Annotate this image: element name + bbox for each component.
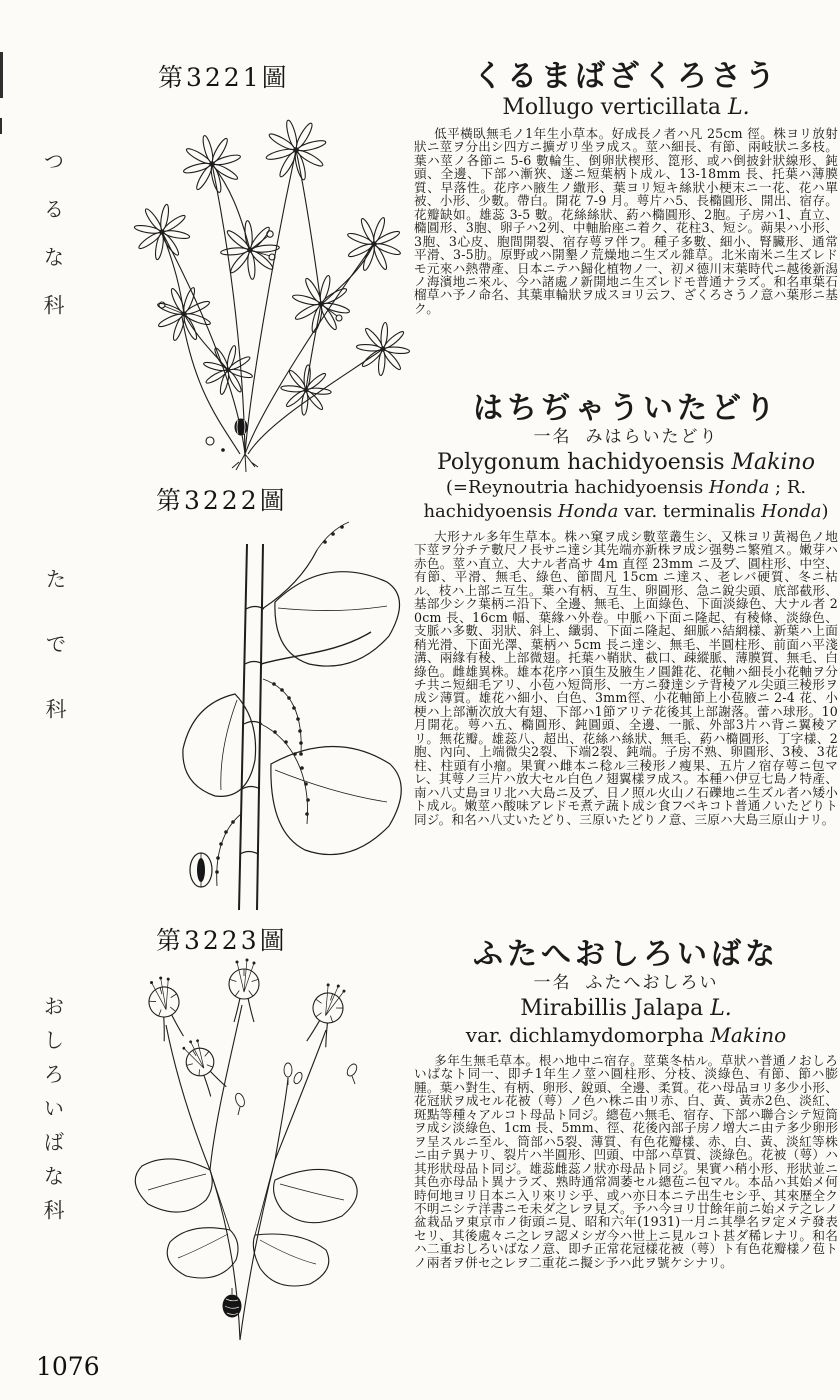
figure-illustration-mollugo bbox=[90, 92, 410, 477]
variety-text: var. dichlamydomorpha bbox=[465, 1023, 711, 1047]
scan-artifact bbox=[0, 52, 3, 98]
entry-latin-name bbox=[414, 449, 838, 476]
entry-title: くるまばざくろさう bbox=[473, 59, 779, 94]
entry-synonym-line1 bbox=[414, 476, 838, 500]
family-label-tade: たで科 bbox=[43, 568, 67, 763]
entry-synonym-line2 bbox=[414, 500, 838, 524]
synonym-author: Honda bbox=[557, 501, 619, 522]
entry-mirabilis bbox=[414, 938, 838, 1282]
latin-author: Makino bbox=[731, 450, 815, 475]
scan-artifact bbox=[0, 118, 2, 134]
entry-alias bbox=[414, 426, 838, 449]
latin-binomial: Mirabillis Jalapa bbox=[520, 996, 711, 1021]
alias-label: 一名 bbox=[533, 427, 572, 447]
synonym-text: ) bbox=[821, 501, 829, 522]
alias-label: 一名 bbox=[533, 973, 572, 993]
entry-latin-name bbox=[414, 94, 838, 121]
figure-illustration-polygonum bbox=[175, 514, 415, 910]
entry-alias bbox=[414, 972, 838, 995]
synonym-author: Honda bbox=[761, 501, 822, 522]
synonym-text: (=Reynoutria hachidyoensis bbox=[445, 477, 709, 498]
entry-description: 低平橫臥無毛ノ1年生小草本。好成長ノ者ハ凡 25cm 徑。株ヨリ放射狀ニ莖ヲ分出シ四方ニ擴ガリ坐ヲ成ス。莖ハ細長、有節、兩岐狀ニ多枝。葉ハ莖ノ各節ニ 5-6 數輪生、倒卵狀楔形、箆形、或ハ倒披針狀線形、鈍頭、全邊、下部ハ漸狹、遂ニ短葉柄ト成ル、13-18mm 長、托葉ハ薄膜質、早落性。花序ハ腋生ノ繖形、葉ヨリ短キ絲狀小梗末ニ一花、花ハ單被、小形、少數。帶白。開花 7-9 月。萼片ハ5、長橢圓形、開出、宿存。花瓣缺如。雄蕊 3-5 數。花絲絲狀、葯ハ橢圓形、2胞。子房ハ1、直立、橢圓形、3胞、卵子ハ2列、中軸胎座ニ着ク、花柱3、短シ。蒴果ハ小形、3胞、3心皮、胞間開裂、宿存萼ヲ伴フ。種子多數、細小、腎臟形、通常平滑、3-5肋。原野或ハ開墾ノ荒燥地ニ生ズル雜草。北米南米ニ生ズレドモ元來ハ熱帶產、日本ニテハ歸化植物ノ一、初メ德川末葉時代ニ越後新潟ノ海濱地ニ來ル、今ハ諸處ノ新開地ニ生ズレドモ普通ナラズ。和名車葉石榴草ハ予ノ命名、其葉車輪狀ヲ成スヨリ云フ、ざくろさうノ意ハ葉形ニ基ク。 bbox=[414, 126, 838, 316]
entry-variety-name bbox=[414, 1022, 838, 1048]
entry-latin-name bbox=[414, 995, 838, 1022]
variety-author: Makino bbox=[710, 1023, 787, 1047]
synonym-text: ; R. bbox=[769, 477, 807, 498]
entry-description: 多年生無毛草本。根ハ地中ニ宿存。莖葉冬枯ル。草狀ハ普通ノおしろいばなト同一、即チ1年生ノ莖ハ圓柱形、分枝、淡綠色、有節、節ハ膨腫。葉ハ對生、有柄、卵形、銳頭、全邊、柔質。花ハ母品ヨリ多少小形、花冠狀ヲ成セル花被（萼）ノ色ハ株ニ由リ赤、白、黃、黃赤2色、淡紅、斑點等種々アルコト母品ト同ジ。總苞ハ無毛、宿存、下部ハ聯合シテ短筒ヲ成シ淡綠色、1cm 長、5mm、徑、花後內部子房ノ增大ニ由テ多少卵形ヲ呈スルニ至ル、筒部ハ5裂、薄質、有色花瓣樣、赤、白、黃、淡紅等株ニ由テ異ナリ、裂片ハ半圓形、凹頭、中部ハ草質、淡綠色。花被（萼）ハ其形狀母品ト同ジ。雄蕊雌蕊ノ狀亦母品ト同ジ。果實ハ稍小形、形狀並ニ其色亦母品ト異ナラズ、熟時通常凋萎セル總苞ニ包マル。本品ハ其始メ何時何地ヨリ日本ニ入リ來リシ乎、或ハ亦日本ニテ出生セシ乎、其來歷全ク不明ニシテ洋書ニモ未ダ之レヲ見ズ。予ハ今ヨリ廿餘年前ニ始メテ之レノ盆栽品ヲ東京市ノ街頭ニ見、昭和六年(1931)一月ニ其學名ヲ定メテ發表セリ、其後處々ニ之レヲ認メシガ今ハ世上ニ見ルコト甚ダ稀レナリ。和名ハ二重おしろいばなノ意、即チ正常花冠樣花被（萼）ト有色花瓣樣ノ苞トノ兩者ヲ併セ之レヲ二重花ニ擬シ予ハ此ヲ號ケシナリ。 bbox=[414, 1053, 838, 1270]
family-label-oshiroibana: おしろいばな科 bbox=[41, 995, 65, 1233]
latin-binomial: Mollugo verticillata bbox=[502, 95, 729, 120]
alias-name: ふたへおしろい bbox=[585, 973, 719, 993]
figure-illustration-mirabilis bbox=[90, 950, 410, 1346]
alias-name: みはらいたどり bbox=[585, 427, 719, 447]
figure-caption-3221: 第3221圖 bbox=[158, 63, 290, 92]
page-number: 1076 bbox=[36, 1352, 100, 1381]
entry-polygonum bbox=[414, 392, 838, 839]
synonym-author: Honda bbox=[708, 477, 770, 498]
family-label-tsuruna: つるな科 bbox=[41, 150, 65, 342]
entry-title: はちぢゃういたどり bbox=[473, 391, 779, 426]
synonym-text: var. terminalis bbox=[618, 501, 762, 522]
synonym-text: hachidyoensis bbox=[423, 501, 558, 522]
entry-description: 大形ナル多年生草本。株ハ窠ヲ成シ數莖叢生シ、又株ヨリ黃褐色ノ地下莖ヲ分チテ數尺ノ長サニ達シ其先端亦新株ヲ成シ强勢ニ繁殖ス。嫩芽ハ赤色。莖ハ直立、大ナル者高サ 4m 直徑 23mm ニ及ブ、圓柱形、中空、有節、平滑、無毛、綠色、節間凡 15cm ニ達ス、老レバ硬質、冬ニ枯ル、枝ハ上部ニ互生。葉ハ有柄、互生、卵圓形、急ニ銳尖頭、底部截形、基部少シク葉柄ニ沿下、全邊、無毛、上面綠色、下面淡綠色、大ナル者 20cm 長、16cm 幅、葉緣ハ外卷。中脈ハ下面ニ隆起、有稜條、淡綠色、支脈ハ多數、羽狀、斜上、纖弱、下面ニ隆起、細脈ハ結網樣、新葉ハ上面稍光滑、下面光澤、葉柄ハ 5cm 長ニ達シ、無毛、半圓柱形、前面ハ平淺溝、兩緣有稜、上部微翅。托葉ハ鞘狀、截口、疎縱脈、薄膜質、無毛、白綠色。雌雄異株。雄本花序ハ頂生及腋生ノ圓錐花、花軸ハ細長小花軸ヲ分チ共ニ短細毛アリ、小苞ハ短筒形、一方ニ發達シテ背稜アル尖頭三稜形ヲ成シ薄質。雄花ハ細小、白色、3mm徑、小花軸節上小苞腋ニ 2-4 花、小梗ハ上部漸次放大有翅、下部ハ1節アリテ花後其上部謝落。蕾ハ球形。10月開花。萼ハ五、橢圓形、鈍圓頭、全邊、一脈、外部3片ハ背ニ翼稜アリ。無花瓣。雄蕊八、超出、花絲ハ絲狀、無毛、葯ハ橢圓形、丁字樣、2胞、內向、上端微尖2裂、下端2裂、鈍端。子房不熟、卵圓形、3稜、3花柱、柱頭有小瘤。果實ハ雌本ニ稔ル三稜形ノ瘦果、五片ノ宿存萼ニ包マレ、其萼ノ三片ハ放大セル白色ノ翅翼樣ヲ成ス。本種ハ伊豆七島ノ特產、南ハ八丈島ヨリ北ハ大島ニ及ブ、日ノ照ル火山ノ石礫地ニ生ズル者ハ矮小ト成ル。嫩莖ハ酸味アレドモ煮テ蔬ト成シ食フベキコト普通ノいたどりト同ジ。和名ハ八丈いたどり、三原いたどりノ意、三原ハ大島三原山ナリ。 bbox=[414, 529, 838, 827]
latin-binomial: Polygonum hachidyoensis bbox=[437, 450, 732, 475]
figure-caption-3223: 第3223圖 bbox=[156, 926, 288, 955]
entry-title: ふたへおしろいばな bbox=[473, 937, 779, 972]
latin-author: L. bbox=[710, 996, 732, 1021]
figure-caption-3222: 第3222圖 bbox=[156, 486, 288, 515]
latin-author: L. bbox=[728, 95, 750, 120]
entry-mollugo bbox=[414, 60, 838, 328]
